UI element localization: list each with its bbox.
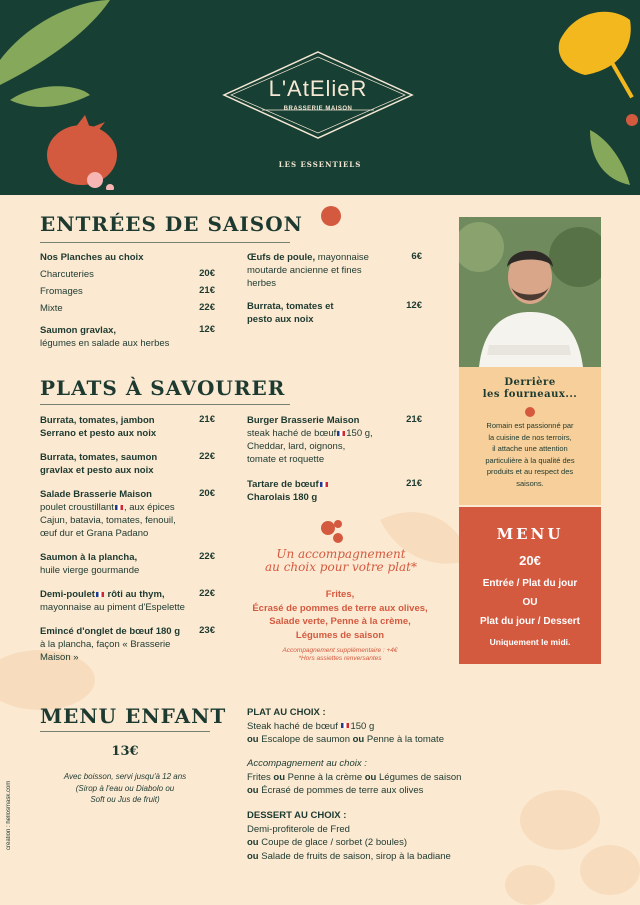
saumon-gravlax-item: [40, 324, 169, 350]
accompagnement-item: Frites,: [325, 589, 355, 600]
menu-midi-box: [459, 507, 601, 664]
about-title: [459, 377, 601, 401]
french-flag-icon: [96, 592, 104, 597]
dessert-line: [247, 836, 451, 850]
item-name: rôti au thym,: [104, 589, 165, 600]
menu-box-line: Plat du jour / Dessert: [479, 616, 581, 627]
tomato-dot-icon: [525, 407, 535, 417]
item-desc: moutarde ancienne et fines: [247, 265, 362, 276]
item-desc: poulet croustillant: [40, 502, 114, 513]
text: Légumes de saison: [376, 771, 462, 783]
item-name: Emincé d'onglet de bœuf 180 g: [40, 626, 181, 637]
item-name: gravlax et pesto aux noix: [40, 465, 154, 476]
item-desc: 150 g,: [346, 428, 373, 439]
item-desc: Maison »: [40, 652, 79, 663]
text: Écrasé de pommes de terre aux olives: [258, 785, 424, 796]
about-line: la cuisine de nos terroirs,: [488, 432, 572, 442]
oeufs-price: 6€: [411, 251, 422, 262]
about-title-line: les fourneaux...: [482, 389, 578, 400]
menu-box-midi: Uniquement le midi.: [489, 637, 571, 647]
planches-title: Nos Planches au choix: [40, 252, 144, 263]
enfant-desc: [40, 771, 210, 806]
item-desc: à la plancha, façon « Brasserie: [40, 639, 171, 650]
enfant-desc-line: (Sirop à l'eau ou Diabolo ou: [75, 783, 175, 793]
ou-label: ou: [273, 771, 285, 783]
script-line: Un accompagnement: [276, 547, 406, 561]
saumon-plancha-price: 22€: [199, 551, 215, 562]
burrata-entree-item: [247, 300, 334, 326]
item-desc: steak haché de bœuf: [247, 428, 337, 439]
french-flag-icon: [337, 431, 345, 436]
acc-choix-line: [247, 784, 461, 798]
menu-box-line: Entrée / Plat du jour: [482, 578, 578, 589]
tomato-dot-icon: [320, 205, 342, 227]
salade-price: 20€: [199, 488, 215, 499]
item-name: Saumon gravlax,: [40, 325, 117, 336]
plat-choix-title: PLAT AU CHOIX :: [247, 707, 326, 718]
menu-subtitle: LES ESSENTIELS: [278, 160, 362, 169]
item-name: Œufs de poule,: [247, 252, 316, 263]
enfant-desc-line: Soft ou Jus de fruit): [90, 795, 160, 804]
planche-price: 20€: [199, 268, 215, 279]
tartare-price: 21€: [406, 478, 422, 489]
item-desc: huile vierge gourmande: [40, 565, 140, 576]
item-desc: œuf dur et Grana Padano: [40, 528, 149, 539]
menu-box-title: MENU: [496, 525, 564, 543]
plats-rule: [40, 404, 290, 405]
planche-price: 22€: [199, 302, 215, 313]
plat-choix-line: [247, 720, 444, 734]
entrees-title: ENTRÉES DE SAISON: [40, 212, 303, 236]
planche-price: 21€: [199, 285, 215, 296]
about-line: Romain est passionné par: [486, 421, 574, 430]
plat-choix-line: [247, 733, 444, 747]
dessert-line: Demi-profiterole de Fred: [247, 823, 350, 835]
about-text: [459, 420, 601, 489]
saumon-gravlax-price: 12€: [199, 324, 215, 335]
enfant-desc-line: Avec boisson, servi jusqu'à 12 ans: [63, 772, 187, 781]
french-flag-icon: [115, 505, 123, 510]
about-line: particulière à la qualité des: [485, 455, 575, 465]
about-line: il attache une attention: [492, 444, 568, 453]
item-desc: légumes en salade aux herbes: [40, 338, 170, 349]
tartare-item: [247, 478, 329, 504]
item-name: Burrata, tomates, saumon: [40, 452, 158, 463]
item-name: Burrata, tomates et: [247, 301, 334, 312]
menu-box-line: OU: [522, 597, 538, 608]
accompagnement-item: Écrasé de pommes de terre aux olives,: [252, 602, 428, 614]
note-line: *Hors assiettes renversantes: [298, 655, 382, 662]
burger-price: 21€: [406, 414, 422, 425]
demi-poulet-price: 22€: [199, 588, 215, 599]
text: Escalope de saumon: [258, 734, 353, 745]
item-name: Tartare de bœuf: [247, 479, 319, 490]
item-name: Saumon à la plancha,: [40, 552, 138, 563]
enfant-dessert: [247, 809, 451, 863]
ou-label: ou: [247, 837, 259, 848]
item-desc: mayonnaise: [315, 252, 369, 263]
item-name: pesto aux noix: [247, 314, 314, 325]
item-desc: Cajun, batavia, tomates, fenouil,: [40, 515, 176, 526]
menu-box-price: 20€: [519, 553, 541, 568]
text: Steak haché de bœuf: [247, 720, 338, 732]
chef-about: [459, 367, 601, 505]
demi-poulet-item: [40, 588, 185, 614]
text: Frites: [247, 771, 274, 783]
script-line: au choix pour votre plat*: [265, 560, 417, 574]
logo-text: L'AtElieR: [268, 76, 368, 101]
enfant-plat: [247, 706, 444, 747]
item-desc: , aux épices: [123, 502, 175, 513]
enfant-accompagnement: [247, 757, 461, 798]
item-desc: Cheddar, lard, oignons,: [247, 441, 346, 452]
ou-label: ou: [247, 850, 259, 862]
menu-box-lines: [459, 574, 601, 631]
tomato-dots-icon: [318, 518, 348, 544]
note-line: Accompagnement supplémentaire : +4€: [282, 647, 398, 654]
french-flag-icon: [341, 723, 349, 728]
about-line: saisons.: [516, 478, 544, 488]
chef-photo: [459, 217, 601, 367]
item-name: Serrano et pesto aux noix: [40, 428, 157, 439]
ou-label: ou: [247, 785, 259, 796]
item-desc: tomate et roquette: [247, 454, 325, 465]
planche-item: Charcuteries: [40, 269, 94, 280]
text: Penne à la tomate: [364, 734, 444, 745]
acc-choix-title: Accompagnement au choix :: [247, 758, 367, 769]
item-name: Burrata, tomates, jambon: [40, 415, 155, 426]
plat-item: [40, 451, 157, 477]
saumon-plancha-item: [40, 551, 139, 577]
ou-label: ou: [364, 771, 377, 783]
acc-choix-line: [247, 771, 461, 785]
enfant-rule: [40, 731, 210, 732]
text: Salade de fruits de saison, sirop à la badiane: [258, 850, 451, 862]
plat-price: 22€: [199, 451, 215, 462]
planche-item: Mixte: [40, 303, 63, 314]
logo-subtitle: BRASSERIE MAISON: [283, 106, 353, 112]
item-name: Demi-poulet: [40, 589, 95, 600]
text: Coupe de glace / sorbet (2 boules): [258, 837, 408, 848]
burrata-entree-price: 12€: [406, 300, 422, 311]
plat-item: [40, 414, 156, 440]
item-name: Burger Brasserie Maison: [247, 415, 360, 426]
text: Penne à la crème: [285, 771, 365, 783]
item-desc: herbes: [247, 278, 277, 289]
oeufs-item: [247, 251, 369, 290]
about-title-line: Derrière: [504, 377, 556, 388]
about-line: produits et au respect des: [486, 467, 574, 476]
item-name: Salade Brasserie Maison: [40, 489, 152, 500]
ou-label: ou: [247, 734, 259, 745]
accompagnement-note: [240, 647, 440, 663]
accompagnement-item: Salade verte, Penne à la crème,: [269, 616, 411, 627]
plat-price: 21€: [199, 414, 215, 425]
plats-title: PLATS À SAVOURER: [40, 376, 286, 400]
enfant-price: 13€: [111, 744, 139, 759]
dessert-line: [247, 850, 451, 864]
accompagnement-item: Légumes de saison: [295, 629, 385, 641]
onglet-price: 23€: [199, 625, 215, 636]
dessert-choix-title: DESSERT AU CHOIX :: [247, 810, 347, 821]
entrees-rule: [40, 242, 290, 243]
accompagnement-list: [240, 588, 440, 642]
credit-text: création : hellosmask.com: [6, 780, 12, 850]
text: 150 g: [350, 720, 375, 732]
item-desc: mayonnaise au piment d'Espelette: [40, 602, 185, 613]
french-flag-icon: [320, 482, 328, 487]
onglet-item: [40, 625, 180, 664]
accompagnement-script: [248, 548, 434, 574]
ou-label: ou: [352, 734, 365, 745]
item-name: Charolais 180 g: [247, 492, 318, 503]
enfant-title: MENU ENFANT: [40, 704, 227, 728]
planche-item: Fromages: [40, 286, 83, 297]
burger-item: [247, 414, 373, 466]
salade-item: [40, 488, 176, 540]
